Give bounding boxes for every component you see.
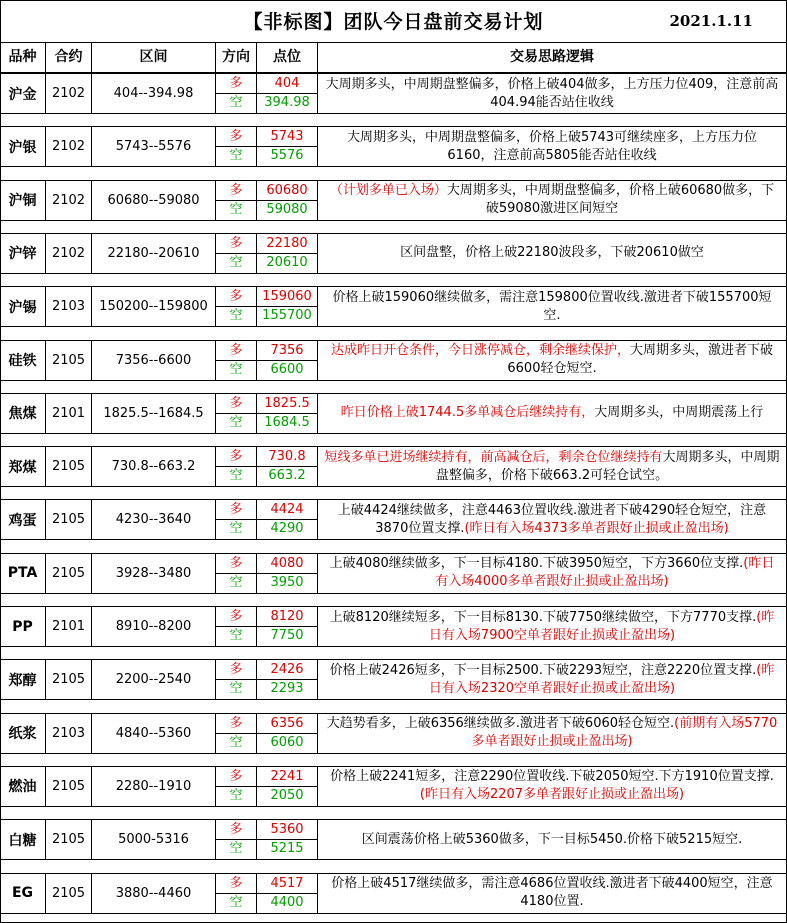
trade-logic [318, 287, 787, 326]
direction-long: 多 [216, 820, 256, 840]
price-range: 4230--3640 [92, 500, 216, 539]
price-range: 5743--5576 [92, 127, 216, 166]
point-cell [257, 447, 318, 486]
logic-note: (昨日有入场4000多单者跟好止损或止盈出场) [435, 556, 775, 590]
long-point: 730.8 [257, 447, 317, 467]
row-body [0, 180, 787, 221]
direction-long: 多 [216, 500, 256, 520]
contract-code: 2103 [46, 287, 92, 326]
commodity-name: 焦煤 [0, 394, 46, 433]
plan-date: 2021.1.11 [669, 12, 753, 30]
row-body [0, 659, 787, 700]
direction-long: 多 [216, 74, 256, 94]
short-point: 7750 [270, 628, 304, 643]
trade-logic [318, 234, 787, 273]
contract-code: 2105 [46, 874, 92, 913]
price-range: 150200--159800 [92, 287, 216, 326]
logic-text: 价格上破2426短多，下一目标2500.下破2293短空，注意2220位置支撑. [329, 662, 757, 678]
logic-text: 大周期多头，中周期盘整偏多，价格上破404做多，上方压力位409，注意前高404.94能否站住收线 [325, 76, 779, 110]
table-row [0, 873, 787, 912]
long-point: 2241 [257, 767, 317, 787]
direction-short: 空 [229, 361, 243, 377]
direction-cell [216, 394, 257, 433]
point-cell [257, 554, 318, 593]
direction-short: 空 [229, 681, 243, 697]
short-point: 59080 [266, 201, 308, 217]
row-body [0, 73, 787, 114]
trade-logic-text [324, 342, 780, 378]
direction-short: 空 [229, 254, 243, 270]
commodity-name: 沪金 [0, 74, 46, 113]
direction-long: 多 [216, 287, 256, 307]
direction-short: 空 [229, 521, 243, 537]
direction-short: 空 [229, 894, 243, 910]
table-row [0, 286, 787, 325]
contract-code: 2103 [46, 714, 92, 753]
logic-text: 大周期多头，中周期盘整偏多，价格上破5743可继续座多，上方压力位6160，注意前高5805能否站住收线 [346, 129, 758, 163]
trade-logic [318, 820, 787, 859]
logic-highlight: 短线多单已进场继续持有，前高减仓后，剩余仓位继续持有 [324, 449, 663, 465]
table-row [0, 819, 787, 858]
table-row [0, 340, 787, 379]
commodity-name: 郑醇 [0, 660, 46, 699]
point-cell [257, 767, 318, 806]
long-point: 404 [257, 74, 317, 94]
trade-logic-text [324, 555, 780, 591]
commodity-name: 硅铁 [0, 341, 46, 380]
long-point: 6356 [257, 714, 317, 734]
row-body [0, 499, 787, 540]
short-point: 3950 [270, 574, 304, 590]
short-point: 4400 [270, 894, 304, 910]
long-point: 2426 [257, 660, 317, 680]
point-cell [257, 127, 318, 166]
header-contract: 合约 [46, 42, 92, 72]
contract-code: 2105 [46, 341, 92, 380]
direction-cell [216, 820, 257, 859]
price-range: 5000-5316 [92, 820, 216, 859]
logic-text: 大周期多头，激进者下破6600轻仓短空. [507, 343, 774, 376]
direction-cell [216, 447, 257, 486]
commodity-name: 沪银 [0, 127, 46, 166]
commodity-name: 沪锌 [0, 234, 46, 273]
trade-logic [318, 607, 787, 646]
price-range: 22180--20610 [92, 234, 216, 273]
contract-code: 2102 [46, 74, 92, 113]
short-point: 155700 [262, 308, 312, 324]
contract-code: 2102 [46, 234, 92, 273]
title-bar [0, 0, 787, 43]
direction-short: 空 [229, 787, 243, 803]
long-point: 1825.5 [257, 394, 317, 414]
price-range: 3928--3480 [92, 554, 216, 593]
direction-long: 多 [216, 234, 256, 254]
price-range: 8910--8200 [92, 607, 216, 646]
direction-cell [216, 874, 257, 913]
trade-logic [318, 394, 787, 433]
contract-code: 2102 [46, 181, 92, 220]
logic-highlight: 达成昨日开仓条件，今日涨停减仓，剩余继续保护， [330, 343, 630, 358]
table-row [0, 606, 787, 645]
trade-logic [318, 74, 787, 113]
price-range: 1825.5--1684.5 [92, 394, 216, 433]
price-range: 730.8--663.2 [92, 447, 216, 486]
price-range: 404--394.98 [92, 74, 216, 113]
point-cell [257, 874, 318, 913]
price-range: 2200--2540 [92, 660, 216, 699]
short-point: 4290 [270, 521, 304, 537]
table-row [0, 73, 787, 112]
short-point: 1684.5 [264, 414, 310, 430]
direction-long: 多 [216, 554, 256, 574]
price-range: 2280--1910 [92, 767, 216, 806]
logic-text: 大周期多头，中周期盘整偏多，价格下破663.2可轻仓试空。 [435, 449, 780, 483]
commodity-name: 纸浆 [0, 714, 46, 753]
header-range: 区间 [92, 42, 216, 72]
logic-text: 大周期多头，中周期盘整偏多，价格上破60680做多，下破59080激进区间短空 [446, 183, 775, 217]
direction-cell [216, 181, 257, 220]
direction-short: 空 [229, 628, 243, 643]
header-direction: 方向 [216, 42, 257, 72]
direction-cell [216, 74, 257, 113]
direction-short: 空 [229, 734, 243, 750]
long-point: 22180 [257, 234, 317, 254]
trade-logic-text [324, 129, 780, 165]
price-range: 60680--59080 [92, 181, 216, 220]
price-range: 3880--4460 [92, 874, 216, 913]
row-body [0, 606, 787, 647]
trade-logic-text [324, 768, 780, 804]
logic-text: 价格上破2241短多，注意2290位置收线.下破2050短空.下方1910位置支撑. [330, 769, 774, 785]
logic-highlight: （计划多单已入场） [329, 183, 447, 199]
point-cell [257, 500, 318, 539]
row-body [0, 713, 787, 754]
trade-logic-text [324, 244, 780, 262]
trade-logic-text [324, 875, 780, 911]
direction-long: 多 [216, 874, 256, 894]
trade-logic-text [324, 182, 780, 218]
table-row [0, 126, 787, 165]
direction-cell [216, 500, 257, 539]
logic-text: 价格上破4517继续做多，需注意4686位置收线.激进者下破4400短空，注意4180位置. [331, 876, 773, 909]
commodity-name: 燃油 [0, 767, 46, 806]
direction-cell [216, 767, 257, 806]
point-cell [257, 74, 318, 113]
point-cell [257, 181, 318, 220]
commodity-name: 鸡蛋 [0, 500, 46, 539]
row-body [0, 126, 787, 167]
trade-logic [318, 341, 787, 380]
header-name: 品种 [0, 42, 46, 72]
commodity-name: 沪铜 [0, 181, 46, 220]
logic-note: (前期有入场5770多单者跟好止损或止盈出场) [471, 716, 778, 750]
trade-logic [318, 554, 787, 593]
direction-short: 空 [229, 148, 243, 164]
long-point: 4080 [257, 554, 317, 574]
direction-long: 多 [216, 127, 256, 147]
trade-logic-text [324, 76, 780, 112]
long-point: 4517 [257, 874, 317, 894]
logic-text: 上破4424继续做多，注意4463位置收线.激进者下破4290轻仓短空，注意3870位置支撑. [337, 502, 767, 536]
table-header [0, 42, 787, 73]
table-row [0, 180, 787, 219]
contract-code: 2105 [46, 820, 92, 859]
logic-note: (昨日有入场2207多单者跟好止损或止盈出场) [419, 787, 685, 803]
point-cell [257, 820, 318, 859]
point-cell [257, 660, 318, 699]
point-cell [257, 714, 318, 753]
commodity-name: 郑煤 [0, 447, 46, 486]
trade-logic-text [324, 831, 780, 849]
trade-logic [318, 767, 787, 806]
logic-text: 区间震荡价格上破5360做多，下一目标5450.价格下破5215短空. [361, 831, 743, 847]
direction-short: 空 [229, 308, 243, 324]
direction-short: 空 [229, 574, 243, 590]
table-row [0, 713, 787, 752]
direction-cell [216, 234, 257, 273]
table-row [0, 233, 787, 272]
direction-short: 空 [229, 414, 243, 430]
trade-logic-text [324, 404, 780, 422]
contract-code: 2105 [46, 660, 92, 699]
table-row [0, 393, 787, 432]
page-title: 【非标图】团队今日盘前交易计划 [243, 11, 544, 33]
point-cell [257, 341, 318, 380]
short-point: 663.2 [268, 468, 306, 484]
short-point: 5215 [270, 841, 304, 857]
long-point: 5743 [257, 127, 317, 147]
short-point: 20610 [266, 254, 308, 270]
direction-long: 多 [216, 607, 256, 627]
trade-logic-text [324, 715, 780, 751]
trade-logic [318, 127, 787, 166]
row-body [0, 873, 787, 914]
commodity-name: PP [0, 607, 46, 646]
trade-logic-text [324, 609, 780, 645]
contract-code: 2105 [46, 447, 92, 486]
direction-cell [216, 341, 257, 380]
long-point: 4424 [257, 500, 317, 520]
contract-code: 2105 [46, 500, 92, 539]
short-point: 6060 [270, 734, 304, 750]
long-point: 7356 [257, 341, 317, 361]
direction-cell [216, 607, 257, 646]
point-cell [257, 607, 318, 646]
direction-long: 多 [216, 714, 256, 734]
logic-note: (昨日有入场7900空单者跟好止损或止盈出场) [428, 609, 775, 643]
contract-code: 2101 [46, 607, 92, 646]
table-row [0, 499, 787, 538]
direction-cell [216, 554, 257, 593]
row-body [0, 233, 787, 274]
trade-logic-text [324, 662, 780, 698]
commodity-name: PTA [0, 554, 46, 593]
logic-highlight: 昨日价格上破1744.5多单减仓后继续持有， [340, 405, 595, 421]
short-point: 2050 [270, 787, 304, 803]
direction-long: 多 [216, 181, 256, 201]
long-point: 8120 [257, 607, 317, 627]
trade-logic [318, 181, 787, 220]
logic-text: 上破8120继续短多，下一目标8130.下破7750继续做空，下方7770支撑. [329, 609, 757, 625]
logic-text: 价格上破159060继续做多，需注意159800位置收线.激进者下破155700短空. [332, 289, 772, 323]
price-range: 7356--6600 [92, 341, 216, 380]
contract-code: 2105 [46, 767, 92, 806]
direction-short: 空 [229, 468, 243, 484]
direction-long: 多 [216, 767, 256, 787]
trade-logic-text [324, 449, 780, 485]
direction-long: 多 [216, 341, 256, 361]
row-body [0, 553, 787, 594]
trade-logic [318, 714, 787, 753]
long-point: 159060 [257, 287, 317, 307]
direction-short: 空 [229, 95, 243, 110]
commodity-name: 白糖 [0, 820, 46, 859]
contract-code: 2102 [46, 127, 92, 166]
logic-text: 区间盘整，价格上破22180波段多，下破20610做空 [400, 245, 704, 261]
logic-text: 大趋势看多，上破6356继续做多.激进者下破6060轻仓短空. [326, 716, 675, 732]
trade-logic [318, 447, 787, 486]
direction-cell [216, 714, 257, 753]
logic-text: 上破4080继续做多，下一目标4180.下破3950短空，下方3660位支撑. [329, 556, 744, 572]
short-point: 5576 [270, 148, 304, 164]
long-point: 5360 [257, 820, 317, 840]
direction-long: 多 [216, 660, 256, 680]
row-body [0, 340, 787, 381]
long-point: 60680 [257, 181, 317, 201]
direction-cell [216, 287, 257, 326]
commodity-name: EG [0, 874, 46, 913]
trade-logic [318, 874, 787, 913]
contract-code: 2101 [46, 394, 92, 433]
table-row [0, 553, 787, 592]
row-body [0, 766, 787, 807]
trade-logic [318, 500, 787, 539]
short-point: 6600 [270, 361, 304, 377]
table-row [0, 766, 787, 805]
direction-long: 多 [216, 447, 256, 467]
direction-short: 空 [229, 201, 243, 217]
header-point: 点位 [257, 42, 318, 72]
table-row [0, 659, 787, 698]
price-range: 4840--5360 [92, 714, 216, 753]
point-cell [257, 287, 318, 326]
short-point: 2293 [270, 681, 304, 697]
short-point: 394.98 [264, 95, 310, 110]
logic-note: (昨日有入场4373多单者跟好止损或止盈出场) [464, 520, 729, 536]
trade-logic-text [324, 502, 780, 538]
row-body [0, 446, 787, 487]
direction-short: 空 [229, 841, 243, 857]
point-cell [257, 394, 318, 433]
direction-cell [216, 660, 257, 699]
logic-text: 大周期多头，中周期震荡上行 [594, 405, 764, 421]
row-body [0, 286, 787, 327]
point-cell [257, 234, 318, 273]
table-row [0, 446, 787, 485]
commodity-name: 沪锡 [0, 287, 46, 326]
trade-logic [318, 660, 787, 699]
row-body [0, 393, 787, 434]
trade-logic-text [324, 289, 780, 325]
logic-note: (昨日有入场2320空单者跟好止损或止盈出场) [428, 662, 775, 696]
header-logic: 交易思路逻辑 [510, 49, 594, 65]
direction-cell [216, 127, 257, 166]
row-body [0, 819, 787, 860]
contract-code: 2105 [46, 554, 92, 593]
direction-long: 多 [216, 394, 256, 414]
